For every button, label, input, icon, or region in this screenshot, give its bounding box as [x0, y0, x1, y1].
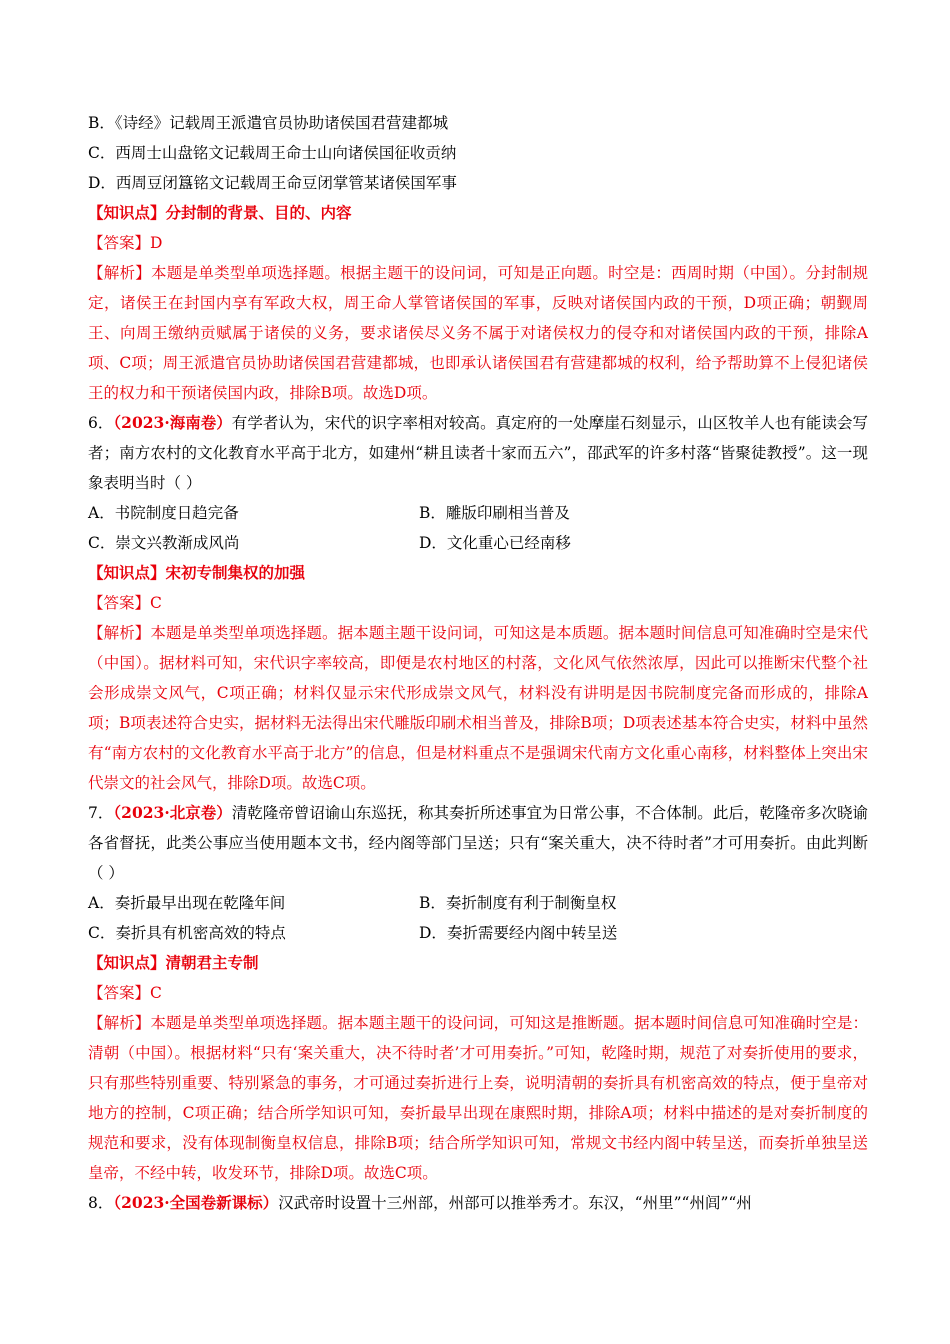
q6-number: 6． — [88, 414, 114, 432]
q7-knowledge-point: 【知识点】清朝君主专制 — [88, 953, 259, 972]
q6-answer: 【答案】C — [88, 594, 162, 612]
q6-stem: 有学者认为，宋代的识字率相对较高。真定府的一处摩崖石刻显示，山区牧羊人也有能读会写者；南方农村的文化教育水平高于北方，如建州“耕且读者十家而五六”，邵武军的许多村落“皆聚徒教授”。这一现象表明当时（ ） — [88, 414, 868, 492]
q8-stem: 汉武帝时设置十三州部，州部可以推举秀才。东汉，“州里”“州闾”“州 — [278, 1194, 752, 1212]
q7-option-d: D．奏折需要经内阁中转呈送 — [419, 924, 618, 942]
q7-option-b: B．奏折制度有利于制衡皇权 — [419, 894, 617, 912]
q5-option-d: D．西周豆闭簋铭文记载周王命豆闭掌管某诸侯国军事 — [88, 174, 457, 192]
q8-source: （2023·全国卷新课标） — [113, 1193, 279, 1212]
document-page — [88, 108, 868, 1218]
q6-option-d: D．文化重心已经南移 — [419, 534, 571, 552]
q5-option-c: C．西周士山盘铭文记载周王命士山向诸侯国征收贡纳 — [88, 144, 457, 162]
q6-option-c: C．崇文兴教渐成风尚 — [88, 534, 240, 552]
q6-stem-block — [88, 408, 868, 498]
q7-analysis: 【解析】本题是单类型单项选择题。据本题主题干的设问词，可知这是推断题。据本题时间信息可知准确时空是：清朝（中国）。根据材料“只有‘案关重大，决不待时者’才可用奏折。”可知，乾隆时期，规范了对奏折使用的要求，只有那些特别重要、特别紧急的事务，才可通过奏折进行上奏，说明清朝的奏折具有机密高效的特点，便于皇帝对地方的控制，C项正确；结合所学知识可知，奏折最早出现在康熙时期，排除A项；材料中描述的是对奏折制度的规范和要求，没有体现制衡皇权信息，排除B项；结合所学知识可知，常规文书经内阁中转呈送，而奏折单独呈送皇帝，不经中转，收发环节，排除D项。故选C项。 — [88, 1014, 868, 1182]
q7-stem: 清乾隆帝曾诏谕山东巡抚，称其奏折所述事宜为日常公事，不合体制。此后，乾隆帝多次晓谕各省督抚，此类公事应当使用题本文书，经内阁等部门呈送；只有“案关重大，决不待时者”才可用奏折。由此判断（ ） — [88, 804, 868, 882]
q7-option-a: A．奏折最早出现在乾隆年间 — [88, 894, 286, 912]
q5-option-b: B．《诗经》记载周王派遣官员协助诸侯国君营建都城 — [88, 114, 449, 132]
q7-number: 7． — [88, 804, 114, 822]
q7-source: （2023·北京卷） — [113, 803, 232, 822]
q7-stem-block — [88, 798, 868, 888]
q6-options-row-2 — [88, 528, 868, 558]
q6-source: （2023·海南卷） — [113, 413, 232, 432]
q6-analysis: 【解析】本题是单类型单项选择题。据本题主题干设问词，可知这是本质题。据本题时间信息可知准确时空是宋代（中国）。据材料可知，宋代识字率较高，即便是农村地区的村落，文化风气依然浓厚，因此可以推断宋代整个社会形成崇文风气，C项正确；材料仅显示宋代形成崇文风气，材料没有讲明是因书院制度完备而形成的，排除A项；B项表述符合史实，据材料无法得出宋代雕版印刷术相当普及，排除B项；D项表述基本符合史实，材料中虽然有“南方农村的文化教育水平高于北方”的信息，但是材料重点不是强调宋代南方文化重心南移，材料整体上突出宋代崇文的社会风气，排除D项。故选C项。 — [88, 624, 868, 792]
q6-options-row-1 — [88, 498, 868, 528]
q5-analysis: 【解析】本题是单类型单项选择题。根据主题干的设问词，可知是正向题。时空是：西周时期（中国）。分封制规定，诸侯王在封国内享有军政大权，周王命人掌管诸侯国的军事，反映对诸侯国内政的干预，D项正确；朝觐周王、向周王缴纳贡赋属于诸侯的义务，要求诸侯尽义务不属于对诸侯权力的侵夺和对诸侯国内政的干预，排除A项、C项；周王派遣官员协助诸侯国君营建都城，也即承认诸侯国君有营建都城的权利，给予帮助算不上侵犯诸侯王的权力和干预诸侯国内政，排除B项。故选D项。 — [88, 264, 868, 402]
q6-option-b: B．雕版印刷相当普及 — [419, 504, 570, 522]
q5-knowledge-point: 【知识点】分封制的背景、目的、内容 — [88, 203, 352, 222]
q7-options-row-1 — [88, 888, 868, 918]
q5-answer: 【答案】D — [88, 234, 163, 252]
q8-number: 8． — [88, 1194, 114, 1212]
q8-stem-block — [88, 1188, 868, 1218]
q7-options-row-2 — [88, 918, 868, 948]
q6-option-a: A．书院制度日趋完备 — [88, 504, 239, 522]
q7-option-c: C．奏折具有机密高效的特点 — [88, 924, 286, 942]
q7-answer: 【答案】C — [88, 984, 162, 1002]
q6-knowledge-point: 【知识点】宋初专制集权的加强 — [88, 563, 306, 582]
